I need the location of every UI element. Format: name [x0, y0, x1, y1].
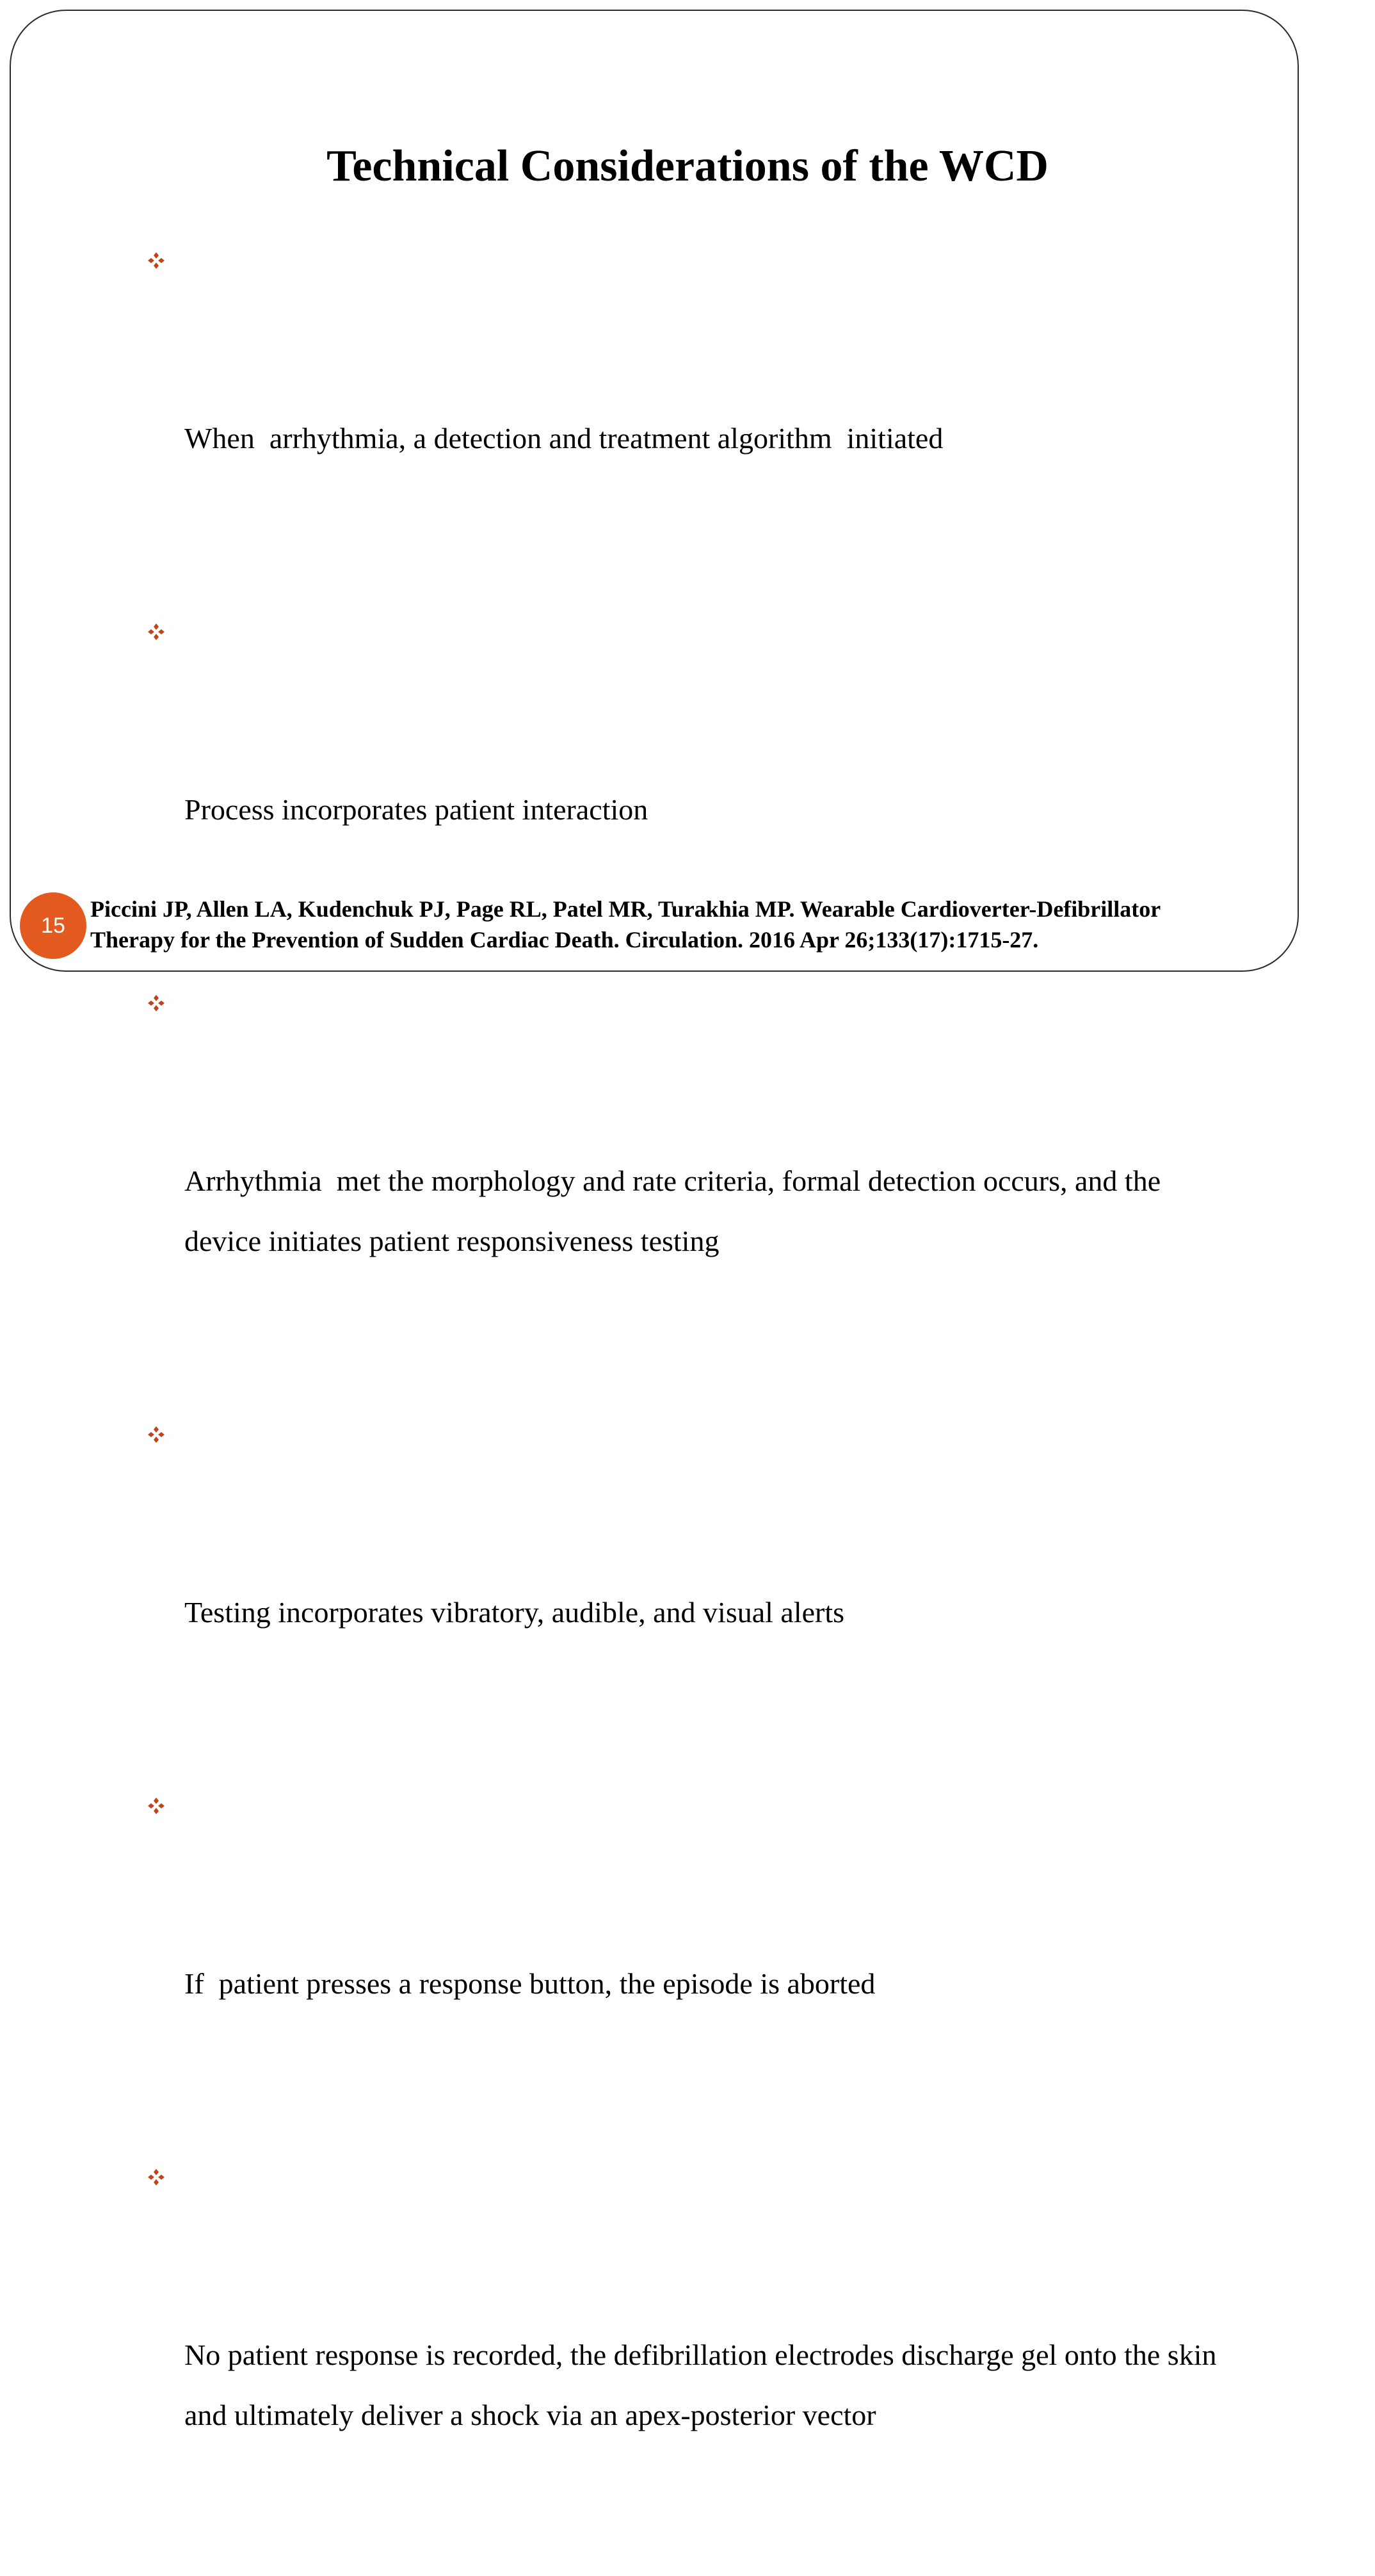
bullet-item	[147, 1402, 1235, 1763]
diamond-bullet-icon	[147, 623, 165, 641]
diamond-bullet-icon	[147, 252, 165, 270]
bullet-text: When arrhythmia, a detection and treatment algorithm initiated	[184, 422, 944, 455]
bullet-item	[147, 2145, 1235, 2566]
bullet-text: No patient response is recorded, the defibrillation electrodes discharge gel onto the skin and ultimately deliver a shock via an apex-posterior vector	[184, 2339, 1224, 2431]
bullet-text: Process incorporates patient interaction	[184, 793, 648, 826]
page-number-badge: 15	[20, 892, 86, 959]
slide-title: Technical Considerations of the WCD	[326, 141, 1049, 191]
bullet-item	[147, 228, 1235, 589]
bullet-item	[147, 1773, 1235, 2134]
diamond-bullet-icon	[147, 2168, 165, 2186]
bullet-text: Testing incorporates vibratory, audible, and visual alerts	[184, 1596, 845, 1629]
citation	[90, 894, 1294, 955]
citation-line-1: Piccini JP, Allen LA, Kudenchuk PJ, Page RL, Patel MR, Turakhia MP. Wearable Cardioverter-Defibrillator	[90, 896, 1161, 922]
bullet-text: If patient presses a response button, the episode is aborted	[184, 1967, 876, 2000]
diamond-bullet-icon	[147, 1797, 165, 1815]
diamond-bullet-icon	[147, 994, 165, 1012]
citation-line-2: Therapy for the Prevention of Sudden Cardiac Death. Circulation. 2016 Apr 26;133(17):1715-27.	[90, 927, 1039, 953]
bullet-item	[147, 970, 1235, 1392]
diamond-bullet-icon	[147, 1426, 165, 1444]
bullet-list	[147, 228, 1235, 2576]
bullet-text: Arrhythmia met the morphology and rate criteria, formal detection occurs, and the device initiates patient responsiveness testing	[184, 1164, 1168, 1257]
